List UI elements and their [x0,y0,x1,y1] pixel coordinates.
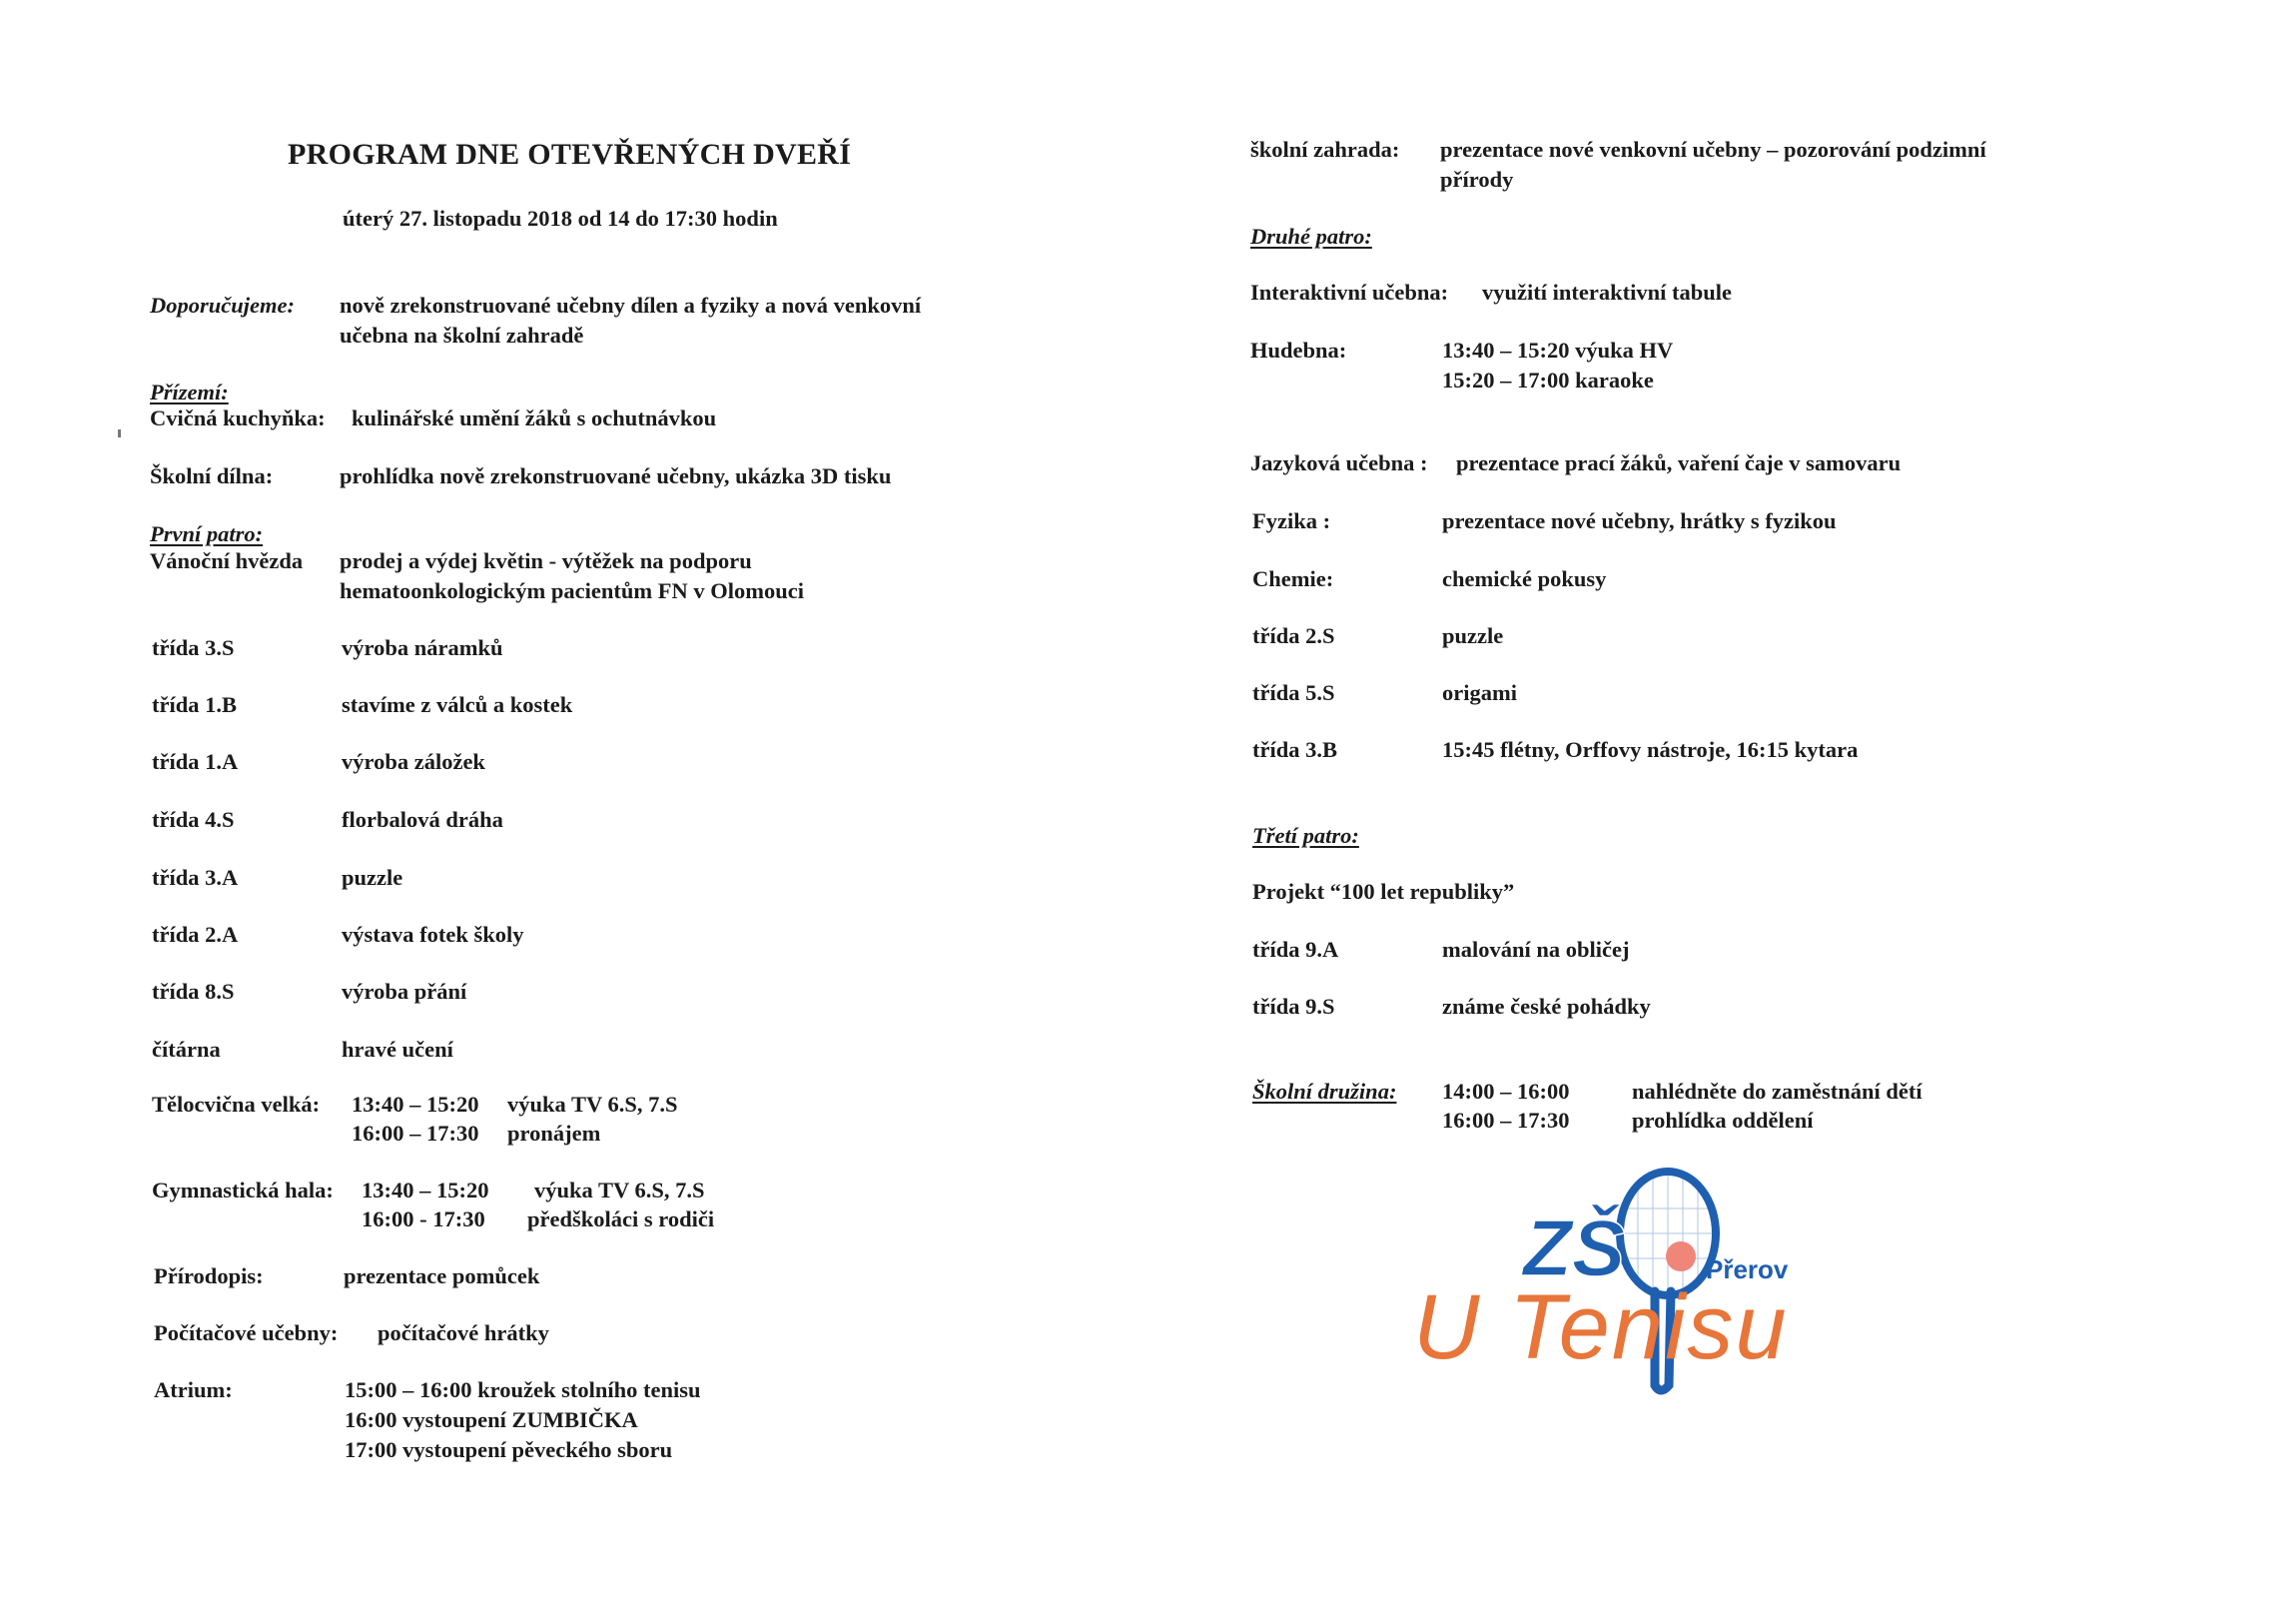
christmas-star-label: Vánoční hvězda [150,548,304,573]
gym-hall-activity: předškoláci s rodiči [527,1206,715,1231]
room-activity: chemické pokusy [1442,566,1607,591]
gym-hall-time: 13:40 – 15:20 [362,1178,489,1202]
second-floor-heading: Druhé patro: [1250,224,1372,249]
music-text [1442,336,1673,396]
gym-big-time: 13:40 – 15:20 [352,1092,479,1117]
atrium-line: 16:00 vystoupení ZUMBIČKA [345,1407,638,1432]
computers-value: počítačové hrátky [378,1320,549,1345]
room-label: Fyzika : [1252,508,1331,533]
class-activity: malování na obličej [1442,937,1630,962]
class-label: třída 1.A [152,749,239,774]
third-floor-heading: Třetí patro: [1252,823,1359,848]
atrium-line: 15:00 – 16:00 kroužek stolního tenisu [345,1377,701,1402]
class-activity: známe české pohádky [1442,994,1651,1019]
room-label: třída 2.S [1252,623,1335,648]
class-activity: výroba záložek [342,749,485,774]
garden-label: školní zahrada: [1250,137,1400,162]
tennis-ball-icon [1666,1241,1696,1271]
room-activity: 15:45 flétny, Orffovy nástroje, 16:15 kytara [1442,737,1859,762]
room-label: třída 3.B [1252,737,1338,762]
music-line: 13:40 – 15:20 výuka HV [1442,338,1674,363]
class-label: třída 9.S [1252,994,1335,1019]
atrium-label: Atrium: [154,1377,233,1402]
ground-floor-heading: Přízemí: [150,380,229,404]
room-activity: puzzle [1442,623,1504,648]
room-activity: prezentace nové učebny, hrátky s fyzikou [1442,508,1837,533]
kitchen-label: Cvičná kuchyňka: [150,405,326,430]
interactive-value: využití interaktivní tabule [1482,280,1733,305]
gym-big-activity: pronájem [507,1121,601,1146]
biology-label: Přírodopis: [154,1263,264,1288]
class-label: třída 2.A [152,922,239,947]
logo-name-text: U Tenisu [1413,1276,1789,1378]
class-label: třída 9.A [1252,937,1339,962]
club-time: 14:00 – 16:00 [1442,1079,1570,1104]
recommend-label: Doporučujeme: [150,293,295,318]
recommend-line: nově zrekonstruované učebny dílen a fyziky a nová venkovní [340,293,922,318]
project-title: Projekt “100 let republiky” [1252,879,1515,904]
club-activity: nahlédněte do zaměstnání dětí [1632,1079,1922,1104]
class-activity: stavíme z válců a kostek [342,692,573,717]
kitchen-value: kulinářské umění žáků s ochutnávkou [352,405,717,430]
logo-city-text: Přerov [1706,1254,1789,1284]
school-logo [1403,1164,1843,1403]
room-label: třída 5.S [1252,680,1335,705]
computers-label: Počítačové učebny: [154,1320,339,1345]
class-activity: florbalová dráha [342,807,503,832]
interactive-label: Interaktivní učebna: [1250,280,1449,305]
recommend-text [340,291,921,351]
class-label: třída 3.A [152,865,239,890]
class-label: třída 4.S [152,807,235,832]
atrium-text [345,1375,701,1465]
biology-value: prezentace pomůcek [344,1263,540,1288]
gym-big-activity: výuka TV 6.S, 7.S [507,1092,678,1117]
garden-line: přírody [1440,167,1514,192]
class-activity: hravé učení [342,1037,453,1062]
christmas-star-text [340,546,804,606]
music-line: 15:20 – 17:00 karaoke [1442,368,1654,393]
language-label: Jazyková učebna : [1250,450,1428,475]
class-activity: výroba přání [342,979,467,1004]
language-value: prezentace prací žáků, vaření čaje v samovaru [1456,450,1902,475]
music-label: Hudebna: [1250,338,1347,363]
class-activity: výroba náramků [342,635,503,660]
gym-big-label: Tělocvična velká: [152,1092,321,1117]
christmas-star-line: hematoonkologickým pacientům FN v Olomouci [340,578,804,603]
class-activity: puzzle [342,865,403,890]
gym-hall-activity: výuka TV 6.S, 7.S [534,1178,705,1202]
gym-hall-time: 16:00 - 17:30 [362,1206,485,1231]
club-heading: Školní družina: [1252,1079,1397,1104]
class-label: čítárna [152,1037,221,1062]
class-label: třída 8.S [152,979,235,1004]
atrium-line: 17:00 vystoupení pěveckého sboru [345,1437,673,1462]
garden-line: prezentace nové venkovní učebny – pozorování podzimní [1440,137,1986,162]
class-activity: výstava fotek školy [342,922,524,947]
scan-mark [118,429,121,437]
gym-big-time: 16:00 – 17:30 [352,1121,479,1146]
program-title: PROGRAM DNE OTEVŘENÝCH DVEŘÍ [288,138,852,171]
garden-text [1440,135,1986,195]
class-label: třída 1.B [152,692,238,717]
program-date: úterý 27. listopadu 2018 od 14 do 17:30 hodin [343,206,778,231]
club-activity: prohlídka oddělení [1632,1108,1814,1133]
logo-zs-text: ZŠ [1523,1203,1626,1292]
club-time: 16:00 – 17:30 [1442,1108,1570,1133]
room-activity: origami [1442,680,1517,705]
christmas-star-line: prodej a výdej květin - výtěžek na podporu [340,548,752,573]
class-label: třída 3.S [152,635,235,660]
workshop-value: prohlídka nově zrekonstruované učebny, ukázka 3D tisku [340,463,892,488]
room-label: Chemie: [1252,566,1334,591]
recommend-line: učebna na školní zahradě [340,323,584,348]
first-floor-heading: První patro: [150,521,264,546]
workshop-label: Školní dílna: [150,463,274,488]
gym-hall-label: Gymnastická hala: [152,1178,334,1202]
